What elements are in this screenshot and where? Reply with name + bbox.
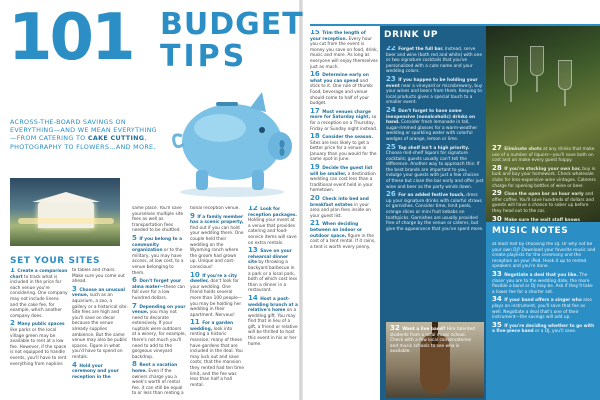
tip-number: 32 [390,324,403,332]
tip-item [310,134,378,163]
tip-item [132,233,186,276]
tip-body: near a vineyard or microbrewery, buy your wines and beers from them. Keeping to local products gives a special touch to a smaller event. [386,83,483,106]
tip-item [310,221,378,250]
page-gutter [299,0,303,400]
tip-body: don't look for your wedding. One friend holds several more than 100 people—you may be holding her wedding in their apartment. Nervous! [190,279,243,318]
tips-column-e [248,206,298,396]
tip-item [10,268,68,319]
tip-item [386,46,484,75]
tip-lead: Host a post-wedding brunch at a relative's home [248,296,298,314]
tip-number: 18 [310,132,323,141]
tip-number: 19 [310,163,323,172]
tip-item [492,191,596,214]
tip-item [72,284,128,361]
tip-number: 28 [492,163,505,172]
tip-lead: Rent a vacation home. [132,363,178,375]
tip-item [310,72,378,107]
tip-lead: Make sure the wait staff knows [504,217,580,222]
dek-text: ACROSS-THE-BOARD SAVINGS ON EVERYTHING—AND WE MEAN EVERYTHING—FROM CATERING TO CAKE CUTTING, PHOTOGRAPHY TO FLOWERS…AND MORE. [10,118,157,151]
tip-lead: Save on your rehearsal dinner site [248,249,292,266]
tip-body: at any drinks that make use of a number of liquors—you'll save both on cost and on make every guest happy. [492,147,595,164]
tip-number: 27 [492,144,505,152]
tip-body: tional reception venue. [190,206,240,211]
guitar-photo-caption [390,326,480,357]
tip-number: 10 [190,270,203,279]
tip-number: 3 [72,284,80,293]
tip-body: Consider fresh lemonade in tall, sugar-rimmed glasses for a warm-weather wedding or sparkling water with colorful wedges of orange, lemon or lime. [386,120,478,142]
tip-lead: Decide the guest list will be smaller, [310,166,373,177]
tip-body: Even if the owners charge you a week's worth of rental fee, it can still be equal to or less than renting a [132,369,184,396]
tip-number: 25 [386,142,399,151]
tip-lead: If you're deciding whether to go with a five-piece band [492,323,595,335]
tip-body: such as an aquarium, a zoo, a gallery or a historical site. Site fees are high and you'll save on decor because the venue already supplies ambience. But the same venue may also be public spaces. Figure in what you'd have to spend on rentals. [72,293,128,360]
tip-body: same place. You'll save yourselves multiple site fees as well as transportation fees needed to be shuttled. [132,206,184,234]
tip-number: 24 [386,105,399,114]
tip-item [190,320,244,388]
tip-number: 23 [386,74,399,83]
piggy-bank-illustration [158,70,298,200]
tip-body: by throwing a backyard barbecue in a park or a local park, both of which cost less than a dinner in a restaurant. [248,260,298,294]
tip-item [386,74,484,106]
tip-lead: Eliminate shots [504,147,542,152]
tip-body: in your area and plan fees inside on your guest list. [310,202,371,219]
tip-body: also plays an instrument, you'll save that fee as well. Negotiate a deal that's one of their instrument—the savings will add up. [492,298,592,321]
guitar-photo [386,322,484,398]
tip-body: Instead, serve beer and wine (both red and white) with one or two signature cocktails that you've personalized with a cute name and your wedding colors. [386,47,482,75]
tip-item [190,211,244,271]
tip-body: figure in the cost of a tent rental. If it rains, a tent is worth every penny. [310,233,376,250]
tip-lead: If you belong to a community organization [132,236,183,254]
tip-item [390,326,480,355]
tips-column-a [10,268,68,396]
tip-number: 16 [310,70,323,79]
tip-lead: If you're stocking your own bar, [504,166,581,172]
tip-lead: Consider the season. [322,135,374,141]
tip-item [190,270,244,319]
tip-item [386,142,484,191]
tips-column-d [190,206,244,396]
tip-lead: Top shelf isn't a high priority. [398,145,470,151]
tip-body: these can fall over for a low hundred dollars. [132,284,186,301]
tip-lead: Don't forget your alma mater— [132,279,182,290]
tip-lead: When deciding between an indoor or outdoor space, [310,222,363,239]
tip-body: at least half by choosing the DJ. Or why not be your own DJ? Download your favorite music and create playlists for the ceremony and the reception on your iPod. Hook it up to rented speakers and you're done. [492,242,596,270]
tip-number: 12 [248,206,261,212]
drinks-photo [486,26,600,222]
tips-column-right [310,30,378,396]
tip-lead: Trim the length of your reception. [310,31,366,42]
tip-body: Choose mid-shelf liquors for signature cocktails; guests usually can't tell the difference. Another way to approach this: If the best brands are important to you, indulge your guests with just a few choices of these but close the bar early and offer just wine and beer as the party winds down. [386,151,484,190]
tip-number: 11 [190,318,203,327]
tip-body: to track what is included in the price for each venue you're considering. One company may not include linens and the cake fee, for example, which another company does. [10,274,68,319]
tip-lead: Look for reception packages. [248,207,298,218]
tips-column-c [132,206,186,396]
tip-lead: Many public spaces [17,322,65,328]
tip-body: and offer coffee. You'll save hundreds of dollars and guests will have a chance to sober up before they head out to the car. [492,192,594,214]
tip-number: 34 [492,295,505,304]
tip-number: 7 [132,301,140,310]
tip-item [132,278,186,301]
tip-number: 5 [132,233,140,242]
tip-body: a destination wedding can cost less than a traditional event held in your hometown. [310,171,376,194]
tip-body: Every hour you cut from the event is money you save on food, drink, music and more. As long as everyone will enjoy themselves just as much. [310,36,378,70]
tip-item [248,248,298,294]
tips-column-b [72,268,128,396]
tip-number: 4 [72,360,80,369]
tip-lead: Hold your ceremony and your reception in the [72,363,119,380]
headline-number: 101 [8,1,133,75]
section-heading-music: MUSIC NOTES [492,226,569,236]
tip-number: 29 [492,189,505,198]
tip-body: or to the military, you may have access, at low cost, to a venue belonging to them. [132,248,184,276]
tip-item [190,206,244,212]
tip-item [10,321,68,367]
tip-lead: Don't forget to have some inexpensive (nonalcoholic) drinks on hand. [386,108,476,126]
tip-lead: Forget the full bar. [398,47,444,52]
tip-number: 26 [386,190,399,199]
tip-item [310,30,378,70]
tip-lead: If you're a city dweller, [190,273,238,285]
tip-body: or a DJ, you'll save. [533,329,577,335]
tip-number: 6 [132,276,140,285]
section-heading-drink: DRINK UP [384,30,439,40]
drinks-photo-caption [492,146,596,222]
section-heading-sites: SET YOUR SITES [10,256,101,266]
tip-number: 1 [10,268,18,274]
tip-lead: Depending on your venue, [132,304,186,316]
tip-item [492,146,596,164]
tip-number: 22 [386,46,399,52]
tip-body: Holding your event at a venue that provides catering and food-service items will save on extra rentals. [248,218,297,246]
tip-lead: Want a live band? [402,327,446,332]
tip-item [492,242,596,270]
tip-number: 35 [492,320,505,329]
tip-item [132,301,186,361]
tip-number: 33 [492,269,505,278]
tip-body: look into renting a historic mansion; many of these have gardens that are included in the deal. You may luck out and save costs; that the mansion they rented had ten time limit, and the fee was less than half a hall rental. [190,326,244,388]
tip-number: 2 [10,319,18,328]
tip-body: Hire talented students from a local music school. Check with a few local conservatories and music schools to see who is available. [390,327,475,355]
tip-lead: Choose an unusual venue, [72,287,126,299]
tip-lead: Create a comparison chart [10,269,68,280]
tip-item [72,360,128,381]
tip-item [492,163,596,189]
tip-item [132,206,186,234]
tip-item [72,268,128,285]
tip-lead: Check into bed and breakfast estates [310,197,369,208]
tip-lead: If you happen to be holding your event [386,77,478,89]
tip-item [492,297,596,320]
tip-item [248,206,298,246]
tip-lead: If a family member has a scenic property, [190,214,244,226]
tip-body: Sites are less likely to get a better price for a venue in January than you would for the same spot in June. [310,140,377,163]
tip-number: 14 [248,293,261,302]
tip-number: 20 [310,194,323,203]
tip-item [386,192,484,232]
tip-number: 30 [492,214,505,222]
headline-word-tips: TIPS [160,39,248,74]
tip-body: The closer you are to the wedding date, the more flexible a band or DJ may be. Ask if they'll take a lower fee for a shorter set. [492,272,593,295]
tip-item [132,362,186,396]
tip-number: 21 [310,219,323,228]
venue-photo [10,178,120,246]
tip-lead: For a garden wedding, [190,321,234,332]
tip-body: on a wedding gift. You may find that in lieu of a gift, a friend or relative will be thrilled to host this event in his or her home. [248,308,298,347]
tip-lead: Determine early on what you can spend [310,73,369,84]
tip-item [310,165,378,194]
tip-number: 9 [190,211,198,220]
tip-body: like parks or the local village green may be available to rent at a low fee. However, if the space is not equipped to handle events, you'll have to rent everything from napkins [10,327,67,367]
headline-word-budget: BUDGET [160,7,304,42]
tip-number: 15 [310,30,323,36]
tip-body: to tables and chairs. Make sure you come out ahead. [72,268,125,285]
tip-lead: For an added festive touch, [398,193,465,199]
music-tips-column [492,242,596,396]
tip-item [310,196,378,219]
tip-item [310,106,378,132]
tip-body: you may not need to decorate extensively. If your nuptials were outdoors at a winery, for example, there's not much you'll need to add to the gorgeous vineyard backdrop. [132,310,186,360]
tip-body: dress up your signature drinks with colorful straws or garnishes. Consider time, limit peels, orange slices or mini fruit kebabs on toothpicks. Garnishes are usually provided free of charge by the venue or caterer, but give the appearance that you've spent more. [386,193,484,232]
tip-body: buy in bulk and buy your homework. Check wholesale clubs for less-expensive wine vintages. Caterers charge for opening bottles of wine or beer. [492,166,596,189]
tip-number: 13 [248,246,261,255]
tip-item [386,105,484,143]
tip-lead: Close the open bar an hour early [504,192,584,198]
tip-lead: Negotiate a deal that you like. [504,272,578,278]
tip-lead: If your band offers a singer who [504,298,582,304]
tip-lead: Most venues charge more for Saturday night, [310,109,371,121]
tip-number: 8 [132,360,140,369]
tip-item [492,320,596,335]
tip-body: and stick to it. One rule of thumb: Food, beverage and venue should come to half of your budget. [310,78,374,107]
tip-item [492,269,596,295]
tip-number: 17 [310,106,323,115]
tip-body: so for a reception on a Thursday, Friday or Sunday night instead. [310,115,378,132]
tip-item [248,293,298,347]
tip-body: find out if you can hold your wedding there. One couple held their wedding on the Wyoming ranch where the groom had grown up. Unique and cost-conscious! [190,225,244,270]
